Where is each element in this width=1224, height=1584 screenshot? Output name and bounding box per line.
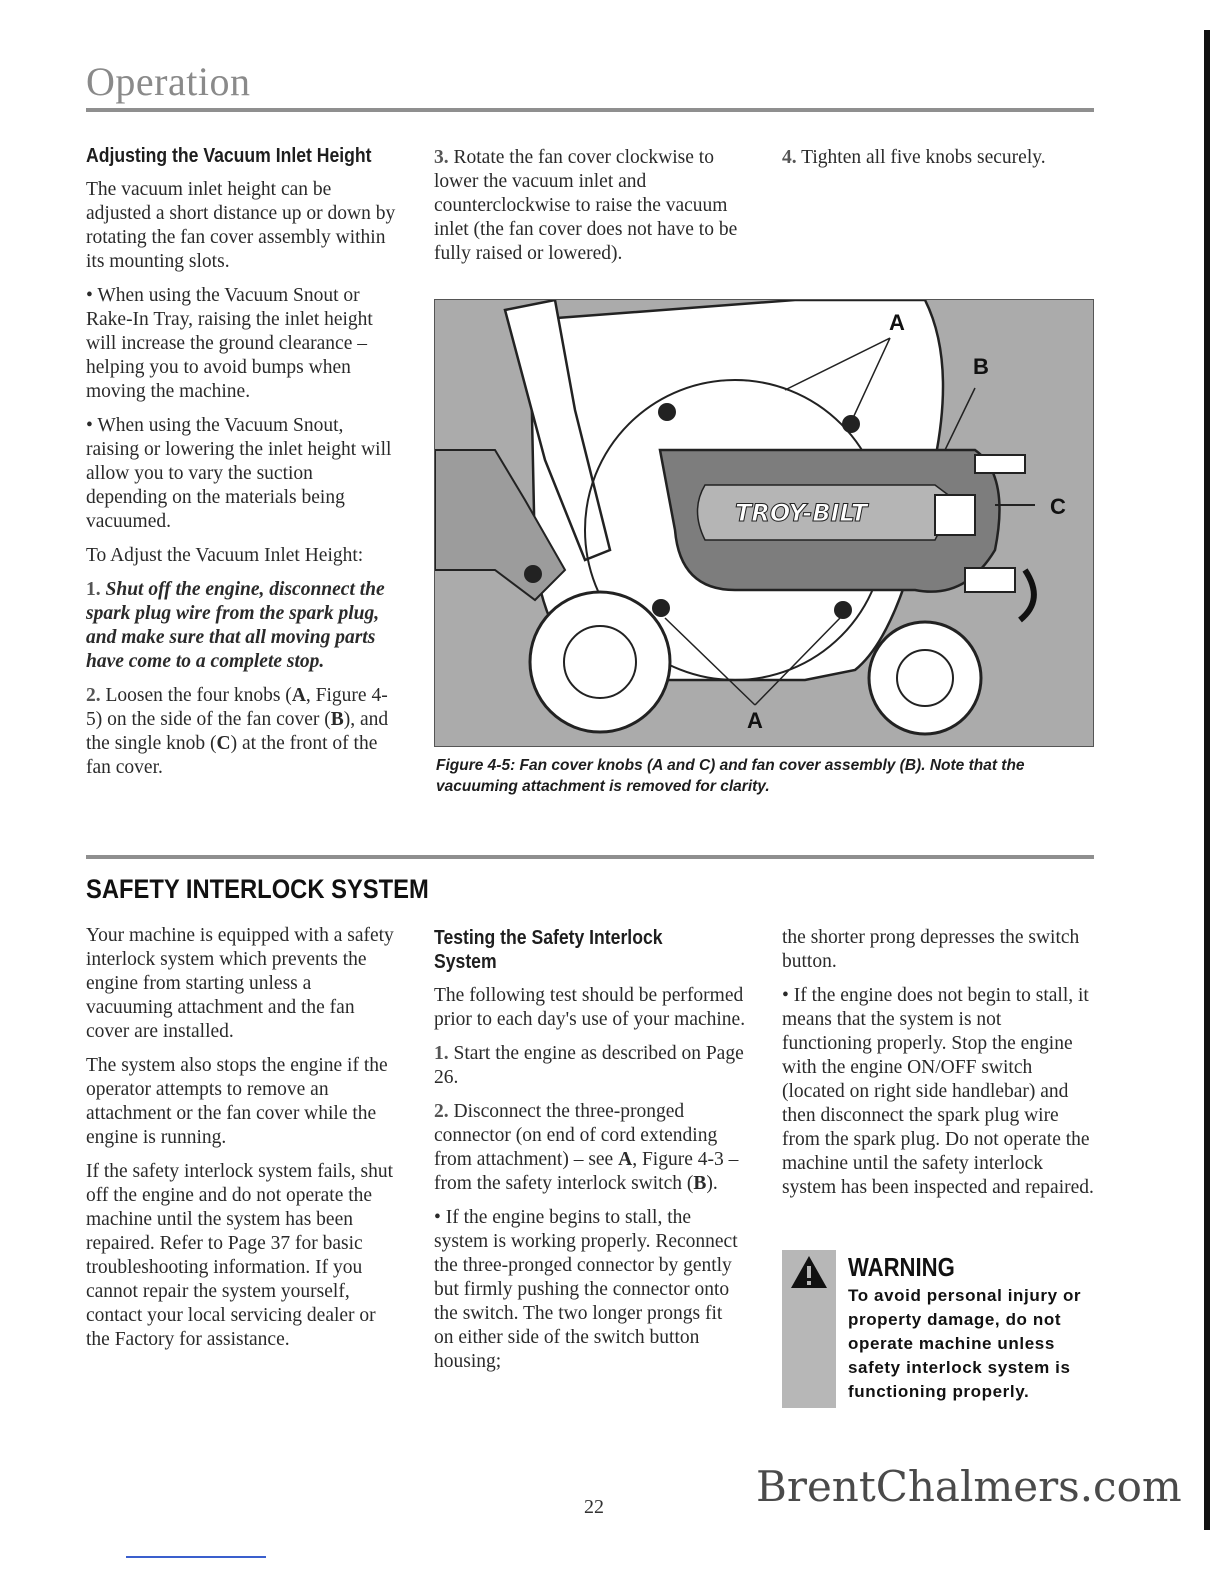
callout-c: C xyxy=(216,733,231,754)
b-leader xyxy=(945,388,975,450)
safety-p3: If the safety interlock system fails, shut off the engine and do not operate the machine until the system has been repaired. Refer to Page 37 for basic troubleshooting information. If you cannot repair the system yourself, contact your local servicing dealer or the Factory for assistance. xyxy=(86,1161,394,1350)
vacuum-step-4 xyxy=(782,146,1094,170)
safety-column-2 xyxy=(434,926,746,1384)
knob xyxy=(524,565,542,583)
step-number: 1. xyxy=(86,579,101,600)
knob xyxy=(834,601,852,619)
knob xyxy=(842,415,860,433)
safety-column-3 xyxy=(782,926,1094,1210)
knob xyxy=(658,403,676,421)
testing-step-2 xyxy=(434,1100,746,1196)
testing-bullet-1-cont: the shorter prong depresses the switch button. xyxy=(782,927,1080,972)
step-text: , Figure 4-3 – from the safety interlock switch ( xyxy=(434,1149,739,1194)
label-b: B xyxy=(973,354,989,379)
shaft-bottom xyxy=(965,568,1015,592)
warning-text: To avoid personal injury or property damage, do not operate machine unless safety interlock system is functioning properly. xyxy=(848,1286,1082,1401)
label-a-top: A xyxy=(889,310,905,335)
vacuum-column-3 xyxy=(782,146,1094,180)
step-number: 4. xyxy=(782,147,797,168)
page-number: 22 xyxy=(584,1496,604,1518)
step-text: Tighten all five knobs securely. xyxy=(801,147,1046,168)
callout-a: A xyxy=(618,1149,633,1170)
vacuum-bullet-1: • When using the Vacuum Snout or Rake-In Tray, raising the inlet height will increase the ground clearance – helping you to avoid bumps when moving the machine. xyxy=(86,285,373,402)
step-text: Start the engine as described on Page 26. xyxy=(434,1043,744,1088)
troy-bilt-logo: TROY-BILT xyxy=(735,499,868,527)
front-knob xyxy=(935,495,975,535)
label-c: C xyxy=(1050,494,1066,519)
vacuum-bullet-2: • When using the Vacuum Snout, raising or lowering the inlet height will allow you to vary the suction depending on the materials being vacuumed. xyxy=(86,415,392,532)
vacuum-column-2 xyxy=(434,146,752,276)
figure-caption: Figure 4-5: Fan cover knobs (A and C) and fan cover assembly (B). Note that the vacuuming attachment is removed for clarity. xyxy=(436,757,1025,795)
safety-heading: SAFETY INTERLOCK SYSTEM xyxy=(86,874,429,904)
testing-step-1 xyxy=(434,1042,746,1090)
vacuum-column-1 xyxy=(86,144,398,790)
header-rule xyxy=(86,108,1094,112)
section-rule xyxy=(86,855,1094,859)
warning-title: WARNING xyxy=(848,1252,955,1282)
vacuum-step-2 xyxy=(86,684,398,780)
testing-bullet-1: • If the engine begins to stall, the system is working properly. Reconnect the three-pronged connector by gently but firmly pushing the connector onto the switch. The two longer prongs fit on either side of the switch button housing; xyxy=(434,1207,738,1372)
vacuum-step-1 xyxy=(86,578,398,674)
testing-heading: Testing the Safety Interlock System xyxy=(434,927,663,973)
left-wheel-hub xyxy=(564,626,636,698)
testing-intro: The following test should be performed prior to each day's use of your machine. xyxy=(434,985,746,1030)
fan-cover-illustration xyxy=(435,300,1093,746)
step-text: ) at the front of the fan cover. xyxy=(86,733,378,778)
figure-4-5 xyxy=(434,299,1094,747)
binding-edge xyxy=(1204,30,1210,1530)
step-text: , Figure 4-5) on the side of the fan cover ( xyxy=(86,685,388,730)
label-a-bottom: A xyxy=(747,708,763,733)
watermark: BrentChalmers.com xyxy=(756,1462,1182,1511)
right-wheel-hub xyxy=(897,650,953,706)
vacuum-intro: The vacuum inlet height can be adjusted a short distance up or down by rotating the fan cover assembly within its mounting slots. xyxy=(86,179,396,272)
safety-p1: Your machine is equipped with a safety interlock system which prevents the engine from starting unless a vacuuming attachment and the fan cover are installed. xyxy=(86,925,394,1042)
step-text: ). xyxy=(706,1173,718,1194)
vacuum-heading: Adjusting the Vacuum Inlet Height xyxy=(86,145,372,167)
page-title: Operation xyxy=(86,59,251,104)
step-text: Disconnect the three-pronged connector (on end of cord extending from attachment) – see xyxy=(434,1101,718,1170)
step-text: ), and the single knob ( xyxy=(86,709,389,754)
knob xyxy=(652,599,670,617)
step-number: 2. xyxy=(86,685,101,706)
warning-triangle-icon xyxy=(789,1254,829,1290)
testing-bullet-2: • If the engine does not begin to stall, it means that the system is not functioning properly. Stop the engine with the engine ON/OFF switch (located on right side handlebar) and then disconnect the spark plug wire from the spark plug. Do not operate the machine until the safety interlock system has been inspected and repaired. xyxy=(782,985,1094,1198)
safety-column-1 xyxy=(86,924,398,1362)
vacuum-step-3 xyxy=(434,146,752,266)
callout-b: B xyxy=(330,709,344,730)
step-text: Rotate the fan cover clockwise to lower the vacuum inlet and counterclockwise to raise the vacuum inlet (the fan cover does not have to be fully raised or lowered). xyxy=(434,147,738,264)
step-number: 3. xyxy=(434,147,449,168)
callout-a: A xyxy=(291,685,306,706)
callout-b: B xyxy=(693,1173,707,1194)
step-number: 2. xyxy=(434,1101,449,1122)
vacuum-subhead: To Adjust the Vacuum Inlet Height: xyxy=(86,545,364,566)
safety-p2: The system also stops the engine if the operator attempts to remove an attachment or the fan cover while the engine is running. xyxy=(86,1055,388,1148)
footer-link-rule xyxy=(126,1556,266,1558)
shaft-top xyxy=(975,455,1025,473)
step-number: 1. xyxy=(434,1043,449,1064)
step-text: Shut off the engine, disconnect the spark plug wire from the spark plug, and make sure that all moving parts have come to a complete stop. xyxy=(86,579,385,672)
step-text: Loosen the four knobs ( xyxy=(105,685,292,706)
rotation-arrow xyxy=(1020,570,1034,620)
